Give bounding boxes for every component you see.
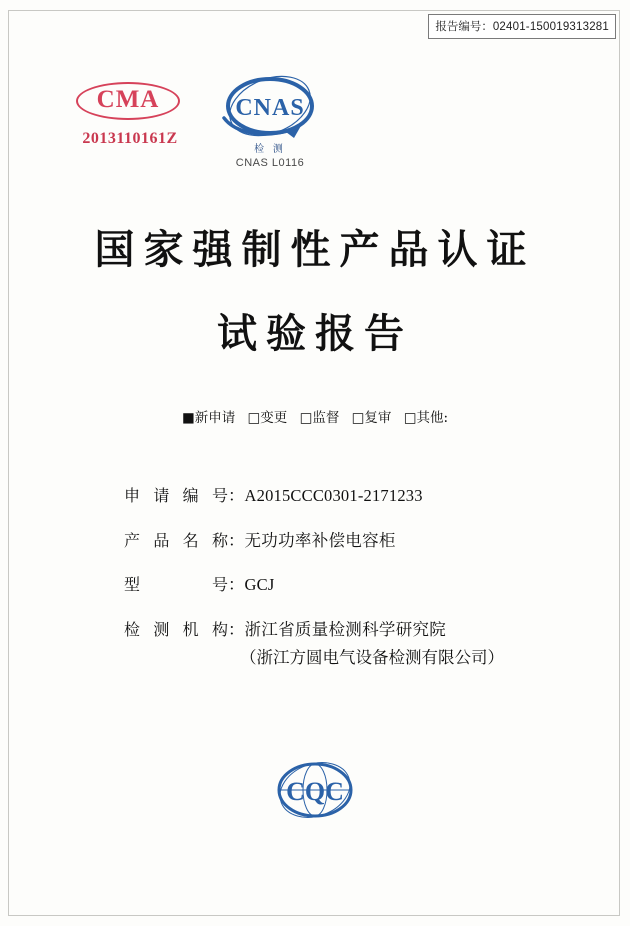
option-new-application[interactable] [182,410,235,426]
checkbox-other[interactable]: □ [403,410,417,426]
field-testing-organization [124,619,544,639]
option-change[interactable] [248,410,288,426]
cma-logo [70,82,190,148]
field-model [124,577,544,594]
field-label-testing-organization: 检测机构 [124,619,228,639]
field-colon-model: ： [228,575,245,594]
field-value-model: GCJ [244,575,275,594]
field-label-product-name: 产品名称 [124,530,228,550]
checkbox-review[interactable]: □ [351,410,365,426]
document-title: 国家强制性产品认证 [94,226,536,273]
field-label-model: 型 号 [124,575,228,594]
application-type-options [0,406,630,426]
field-value-application-number: A2015CCC0301-2171233 [244,486,423,505]
cnas-subtitle-cn: 检 测 [254,144,286,155]
report-number-box [428,14,616,39]
field-colon-testing-organization: ： [228,619,245,639]
accreditation-logos [0,72,630,182]
document-subtitle: 试验报告 [217,310,413,357]
field-value-testing-organization: 浙江省质量检测科学研究院 [244,619,447,639]
option-label-supervision: 监督 [312,410,340,426]
option-label-other: 其他: [416,410,449,426]
field-value-product-name: 无功功率补偿电容柜 [244,530,396,550]
option-label-change: 变更 [260,410,288,426]
svg-text:CQC: CQC [286,777,344,806]
field-application-number [124,488,544,505]
field-label-application-number: 申请编号 [124,486,228,505]
checkbox-change[interactable]: □ [247,410,261,426]
cnas-code: CNAS L0116 [235,157,305,169]
cma-code: 2013110161Z [82,130,178,147]
cma-letters: CMA [96,86,160,113]
report-number-value: 02401-150019313281 [492,21,609,33]
field-colon-application-number: ： [228,486,245,505]
cover-fields [124,488,544,691]
field-product-name [124,530,544,550]
option-label-new-application: 新申请 [194,410,236,426]
cqc-logo [267,756,363,828]
cnas-mark-icon [216,72,324,144]
field-colon-product-name: ： [228,530,245,550]
option-review[interactable] [352,410,392,426]
field-value-testing-organization-secondary: （浙江方圆电气设备检测有限公司） [240,648,504,667]
checkbox-new-application[interactable]: ■ [181,410,195,426]
cnas-logo [205,72,335,169]
svg-text:CNAS: CNAS [235,95,305,121]
option-other[interactable] [404,410,448,426]
option-label-review: 复审 [364,410,392,426]
checkbox-supervision[interactable]: □ [299,410,313,426]
option-supervision[interactable] [300,410,340,426]
cma-mark-icon [76,82,184,124]
report-number-label: 报告编号： [435,21,493,33]
